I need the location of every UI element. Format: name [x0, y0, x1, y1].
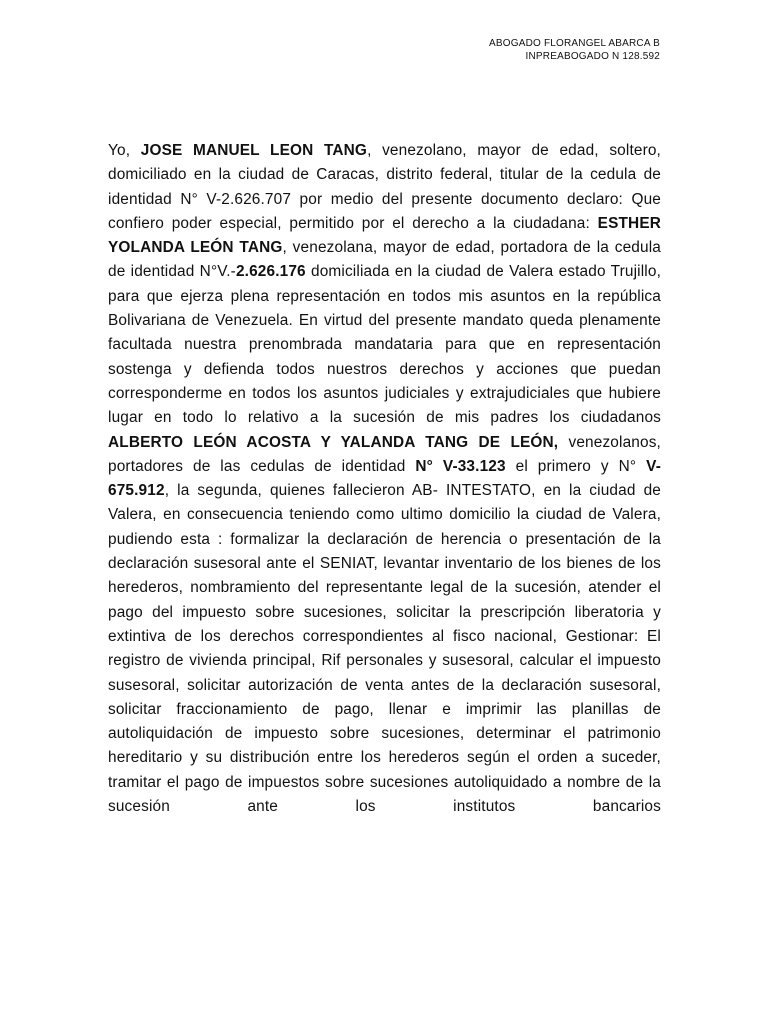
- text-segment: , venezolana, mayor de edad, portadora de la cedula de identidad N°V.-: [108, 239, 661, 281]
- letterhead: [489, 37, 660, 63]
- attorney-name: ESTHER YOLANDA LEÓN TANG: [108, 214, 661, 257]
- text-segment: el primero y N°: [505, 457, 647, 475]
- bar-registration-number: INPREABOGADO N 128.592: [525, 51, 660, 62]
- parents-names: ALBERTO LEÓN ACOSTA Y YALANDA TANG DE LEÓN,: [108, 433, 559, 451]
- mother-id-number: V- 675.912: [108, 457, 661, 500]
- text-segment: domiciliada en la ciudad de Valera estado Trujillo, para que ejerza plena representación en todos mis asuntos en la república Bolivariana de Venezuela. En virtud del presente mandato queda plenamente facultada nuestra prenombrada mandataria para que en representación sostenga y defienda todos nuestros derechos y acciones que puedan corresponderme en todos los asuntos judiciales y extrajudiciales que hubiere lugar en todo lo relativo a la sucesión de mis padres los ciudadanos: [108, 263, 661, 427]
- power-of-attorney-text: [108, 139, 661, 819]
- text-segment: Yo,: [108, 142, 141, 159]
- attorney-id-number: 2.626.176: [235, 263, 306, 281]
- text-segment: , la segunda, quienes fallecieron AB- INTESTATO, en la ciudad de Valera, en consecuencia teniendo como ultimo domicilio la ciudad de Valera, pudiendo esta : formalizar la declaración de herencia o presentación de la declaración susesoral ante el SENIAT, levantar inventario de los bienes de los herederos, nombramiento del representante legal de la sucesión, atender el pago del impuesto sobre sucesiones, solicitar la prescripción liberatoria y extintiva de los derechos correspondientes al fisco nacional, Gestionar: El registro de vivienda principal, Rif personales y susesoral, calcular el impuesto susesoral, solicitar autorización de venta antes de la declaración susesoral, solicitar fraccionamiento de pago, llenar e imprimir las planillas de autoliquidación de impuesto sobre sucesiones, determinar el patrimonio hereditario y su distribución entre los herederos según el orden a suceder, tramitar el pago de impuestos sobre sucesiones autoliquidado a nombre de la sucesión ante los institutos bancarios: [108, 482, 661, 816]
- grantor-name: JOSE MANUEL LEON TANG: [140, 142, 368, 159]
- text-segment: , venezolano, mayor de edad, soltero, domiciliado en la ciudad de Caracas, distrito federal, titular de la cedula de identidad N° V-2.626.707 por medio del presente documento declaro: Que confiero poder especial, permitido por el derecho a la ciudadana:: [108, 142, 661, 232]
- lawyer-name: ABOGADO FLORANGEL ABARCA B: [489, 38, 660, 49]
- father-id-number: N° V-33.123: [415, 457, 506, 475]
- text-segment: venezolanos, portadores de las cedulas de identidad: [108, 433, 661, 475]
